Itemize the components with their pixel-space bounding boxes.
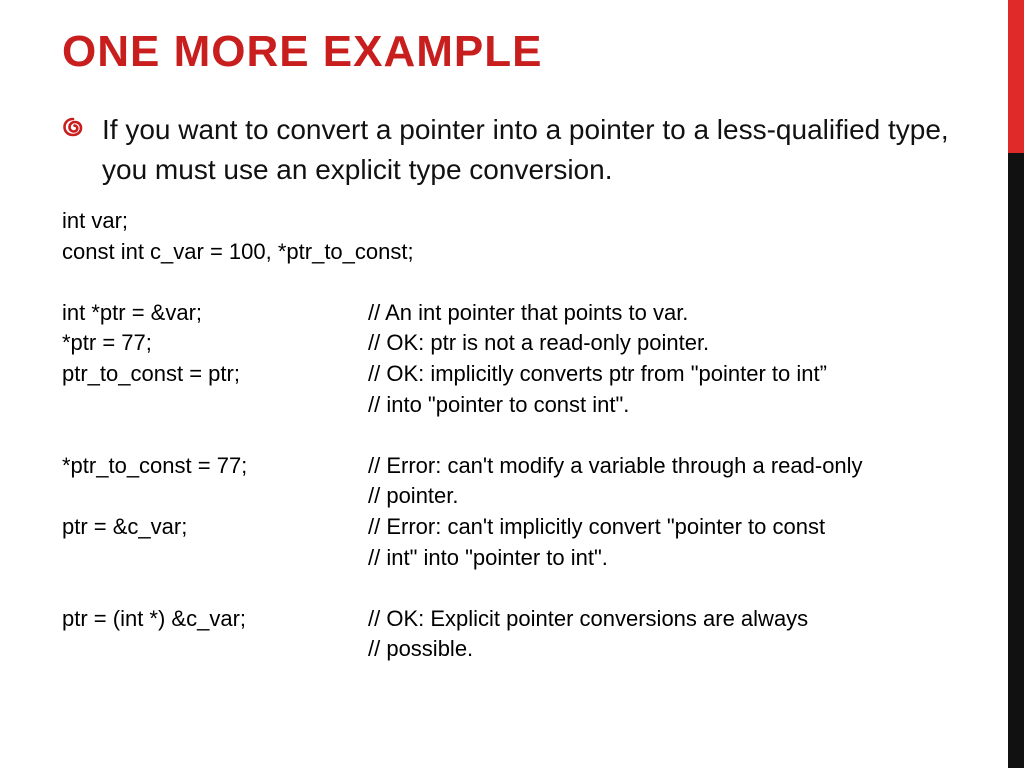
code-statement: ptr = (int *) &c_var; xyxy=(62,605,247,631)
side-accent-bar-top xyxy=(1008,0,1024,153)
code-statement: *ptr = 77; xyxy=(62,330,152,356)
code-comment: // OK: Explicit pointer conversions are always xyxy=(368,605,809,631)
code-line xyxy=(62,451,982,482)
code-statement: ptr_to_const = ptr; xyxy=(62,360,240,386)
code-statement: int *ptr = &var; xyxy=(62,299,203,325)
code-statement xyxy=(62,573,368,604)
bullet-item xyxy=(62,110,962,190)
code-comment: // An int pointer that points to var. xyxy=(368,299,689,325)
code-statement xyxy=(62,267,368,298)
code-comment xyxy=(368,237,982,268)
code-statement xyxy=(62,481,368,512)
code-block xyxy=(62,206,982,665)
swirl-bullet-icon xyxy=(62,116,84,138)
code-comment: // possible. xyxy=(368,636,474,662)
code-line xyxy=(62,267,982,298)
code-line xyxy=(62,604,982,635)
code-comment: // Error: can't implicitly convert "pointer to const xyxy=(368,513,826,539)
code-comment xyxy=(368,206,982,237)
code-statement xyxy=(62,420,368,451)
code-line xyxy=(62,543,982,574)
code-statement: ptr = &c_var; xyxy=(62,513,188,539)
code-comment: // into "pointer to const int". xyxy=(368,391,630,417)
code-comment: // OK: implicitly converts ptr from "pointer to int” xyxy=(368,360,827,386)
code-line xyxy=(62,390,982,421)
code-statement: const int c_var = 100, *ptr_to_const; xyxy=(62,238,414,264)
slide-title: ONE MORE EXAMPLE xyxy=(62,27,543,76)
code-line xyxy=(62,481,982,512)
code-line xyxy=(62,420,982,451)
code-statement xyxy=(62,390,368,421)
code-comment xyxy=(368,267,982,298)
code-statement xyxy=(62,543,368,574)
code-line xyxy=(62,206,982,237)
code-comment: // int" into "pointer to int". xyxy=(368,544,608,570)
code-line xyxy=(62,573,982,604)
side-accent-bar-bottom xyxy=(1008,153,1024,768)
code-comment: // OK: ptr is not a read-only pointer. xyxy=(368,330,710,356)
code-statement: *ptr_to_const = 77; xyxy=(62,452,248,478)
code-comment: // pointer. xyxy=(368,483,459,509)
code-line xyxy=(62,359,982,390)
code-line xyxy=(62,512,982,543)
code-comment xyxy=(368,420,982,451)
code-statement xyxy=(62,634,368,665)
code-statement: int var; xyxy=(62,208,129,233)
code-line xyxy=(62,237,982,268)
code-comment: // Error: can't modify a variable through a read-only xyxy=(368,452,863,478)
code-line xyxy=(62,298,982,329)
code-comment xyxy=(368,573,982,604)
code-line xyxy=(62,634,982,665)
code-line xyxy=(62,328,982,359)
bullet-text: If you want to convert a pointer into a pointer to a less-qualified type, you must use an explicit type conversion. xyxy=(102,114,949,185)
